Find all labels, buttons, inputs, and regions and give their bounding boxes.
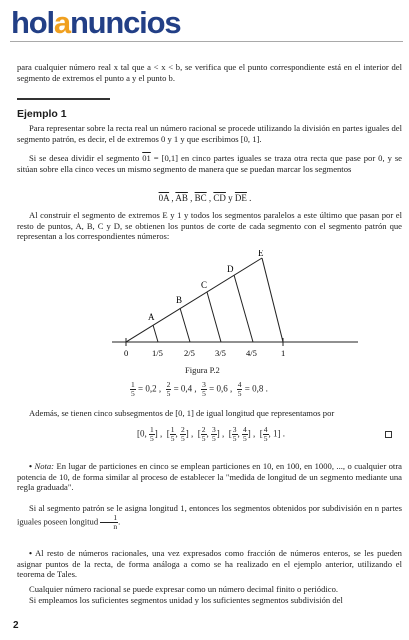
site-logo[interactable] (11, 6, 180, 40)
note-paragraph: • Nota: En lugar de particiones en cinco se emplean particiones en 10, en 100, en 1000, ..., o cualquier otra potencia de 10, de forma similar al proceso de establecer la "medida de longitud de un segmento mediante una regla graduada". (17, 461, 402, 493)
fraction: $\frac{4}{5}$ (237, 380, 242, 398)
interval-list: [0, $\frac{1}{5}$ ] , [ $\frac{1}{5}$ , $\frac{2}{5}$ ] , [ $\frac{2}{5}$ , $\frac{3}{5}$ ] , [ $\frac{3}{5}$ , $\frac{4}{5}$ ] , [ $\frac{4}{5}$ , 1] . (137, 425, 285, 443)
paragraph-1: Para representar sobre la recta real un número racional se procede utilizando la división en partes iguales del segmento patrón, es decir, el de extremos 0 y 1 y que escribimos [0, 1]. (17, 123, 402, 144)
fraction-value: 0,6 (216, 383, 228, 394)
parallel-a (153, 325, 158, 342)
tick-label-1-5: 1/5 (152, 348, 163, 358)
paragraph-2-start: Si se desea dividir el segmento (29, 153, 143, 163)
point-label-a: A (148, 312, 155, 322)
note-label: Nota: (34, 461, 55, 471)
tick-label-2-5: 2/5 (184, 348, 195, 358)
paragraph-6: • Al resto de números racionales, una vez expresados como fracción de números enteros, se les pueden asignar puntos de la recta, de forma análoga a como se ha realizado en el ejemplo anterior, utilizando el teorema de Tales. (17, 548, 402, 580)
fraction-value: 0,2 (145, 383, 157, 394)
example-title: Ejemplo 1 (17, 108, 67, 120)
paragraph-3: Al construir el segmento de extremos E y 1 y todos los segmentos paralelos a este último que pasan por el resto de puntos, A, B, C y D, se obtienen los puntos de corte de cada segmento con el segmento patrón que representan a los correspondientes números: (17, 210, 402, 242)
logo-text-3: nuncios (69, 5, 181, 40)
parallel-c (207, 292, 221, 342)
figure-p2 (110, 250, 360, 362)
parallel-b (180, 308, 190, 342)
paragraph-7: Cualquier número racional se puede expresar como un número decimal finito o periódico. (29, 584, 339, 594)
end-of-example-square (385, 431, 392, 438)
paragraph-4: Además, se tienen cinco subsegmentos de [0, 1] de igual longitud que representamos por (29, 408, 335, 418)
figure-caption: Figura P.2 (185, 365, 220, 375)
point-label-d: D (227, 264, 234, 274)
tick-label-1: 1 (281, 348, 286, 358)
fraction: $\frac{1}{5}$ (131, 380, 135, 398)
fraction: $\frac{2}{5}$ (166, 380, 171, 398)
fraction-value: 0,8 (252, 383, 264, 394)
tick-label-3-5: 3/5 (215, 348, 226, 358)
segment-AB: $\overline{AB}$ (175, 193, 188, 203)
note-text: En lugar de particiones en cinco se emplean particiones en 10, en 100, en 1000, ..., o cualquier otra potencia de 10, de forma similar al proceso de establecer la "medida de longitud de un segmento mediante una regla graduada". (17, 461, 402, 493)
logo-text-1: hol (11, 5, 54, 40)
fraction: $\frac{3}{5}$ (202, 380, 206, 398)
paragraph-8: Si empleamos los suficientes segmentos unidad y los suficientes segmentos subdivisión del (29, 595, 343, 605)
header-divider (10, 41, 403, 42)
point-label-e: E (258, 250, 264, 258)
segment-DE: $\overline{DE}$ (234, 193, 247, 203)
point-label-c: C (201, 280, 208, 290)
paragraph-5: Si al segmento patrón se le asigna longitud 1, entonces los segmentos obtenidos por subdivisión en n partes iguales poseen longitud $\frac{1}{n}$ . (17, 503, 402, 531)
intro-paragraph: para cualquier número real x tal que a < x < b, se verifica que el punto correspondiente está en el interior del segmento de extremos el punto a y el punto b. (17, 62, 402, 83)
segment-0A: 0A (158, 193, 170, 203)
segment-BC: $\overline{BC}$ (194, 193, 207, 203)
example-divider (17, 98, 110, 100)
segment-01: 01 (142, 153, 151, 163)
segment-CD: $\overline{CD}$ (213, 193, 226, 203)
page-number: 2 (13, 620, 19, 631)
segments-list: 0A , $\overline{AB}$ , $\overline{BC}$ , $\overline{CD}$ y $\overline{DE}$ . (158, 193, 252, 203)
fraction-equalities: $\frac{1}{5}$ = 0,2 , $\frac{2}{5}$ = 0,4 , $\frac{3}{5}$ = 0,6 , $\frac{4}{5}$ = 0,8 . (131, 380, 268, 398)
paragraph-2-end: = [0,1] en cinco partes iguales se traza otra recta que pase por 0, y se sitúan sobre ella cinco veces un mismo segmento de manera que se puedan marcar los segmentos (17, 153, 402, 174)
tick-label-4-5: 4/5 (246, 348, 257, 358)
fraction-value: 0,4 (180, 383, 193, 394)
logo-text-2: a (53, 5, 70, 40)
tick-label-0: 0 (124, 348, 129, 358)
point-label-b: B (176, 295, 183, 305)
paragraph-2 (17, 153, 402, 174)
parallel-e (262, 258, 283, 342)
parallel-d (234, 275, 253, 342)
